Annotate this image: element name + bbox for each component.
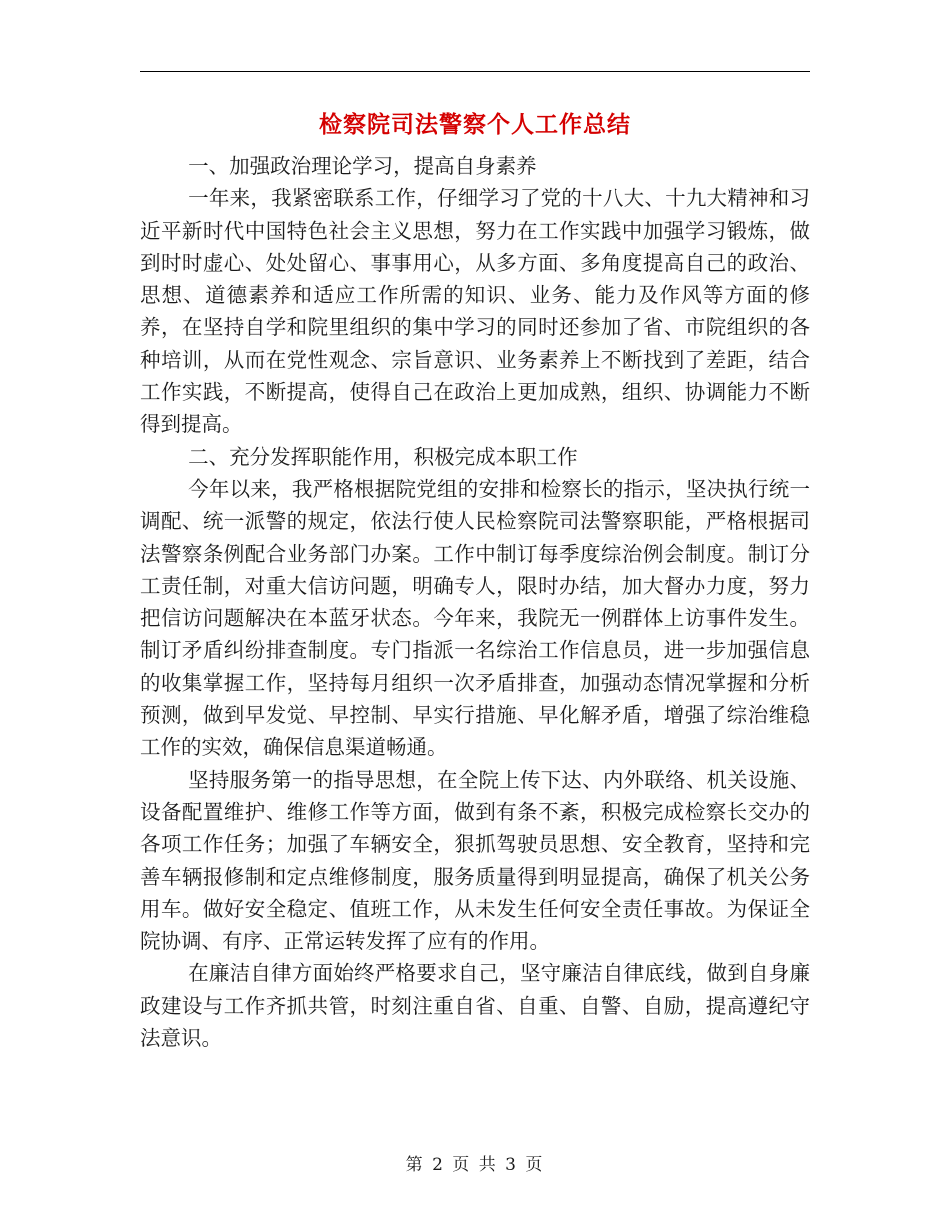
body-paragraph: 在廉洁自律方面始终严格要求自己，坚守廉洁自律底线，做到自身廉政建设与工作齐抓共管，时刻注重自省、自重、自警、自励，提高遵纪守法意识。 [140, 961, 810, 1051]
body-paragraph: 今年以来，我严格根据院党组的安排和检察长的指示，坚决执行统一调配、统一派警的规定，依法行使人民检察院司法警察职能，严格根据司法警察条例配合业务部门办案。工作中制订每季度综治例会制度。制订分工责任制，对重大信访问题，明确专人，限时办结，加大督办力度，努力把信访问题解决在本蓝牙状态。今年来，我院无一例群体上访事件发生。制订矛盾纠纷排查制度。专门指派一名综治工作信息员，进一步加强信息的收集掌握工作，坚持每月组织一次矛盾排查，加强动态情况掌握和分析预测，做到早发觉、早控制、早实行措施、早化解矛盾，增强了综治维稳工作的实效，确保信息渠道畅通。 [140, 476, 810, 760]
body-paragraph: 一年来，我紧密联系工作，仔细学习了党的十八大、十九大精神和习近平新时代中国特色社会主义思想，努力在工作实践中加强学习锻炼，做到时时虚心、处处留心、事事用心，从多方面、多角度提高自己的政治、思想、道德素养和适应工作所需的知识、业务、能力及作风等方面的修养，在坚持自学和院里组织的集中学习的同时还参加了省、市院组织的各种培训，从而在党性观念、宗旨意识、业务素养上不断找到了差距，结合工作实践，不断提高，使得自己在政治上更加成熟，组织、协调能力不断得到提高。 [140, 186, 810, 437]
document-body [140, 150, 810, 1054]
body-paragraph: 坚持服务第一的指导思想，在全院上传下达、内外联络、机关设施、设备配置维护、维修工作等方面，做到有条不紊，积极完成检察长交办的各项工作任务；加强了车辆安全，狠抓驾驶员思想、安全教育，坚持和完善车辆报修制和定点维修制度，服务质量得到明显提高，确保了机关公务用车。做好安全稳定、值班工作，从未发生任何安全责任事故。为保证全院协调、有序、正常运转发挥了应有的作用。 [140, 767, 810, 954]
header-rule [140, 71, 810, 72]
section-heading-1: 一、加强政治理论学习，提高自身素养 [188, 154, 537, 178]
document-title: 检察院司法警察个人工作总结 [319, 111, 631, 138]
page-number-footer: 第 2 页 共 3 页 [405, 1155, 545, 1175]
section-heading-2: 二、充分发挥职能作用，积极完成本职工作 [188, 444, 578, 469]
